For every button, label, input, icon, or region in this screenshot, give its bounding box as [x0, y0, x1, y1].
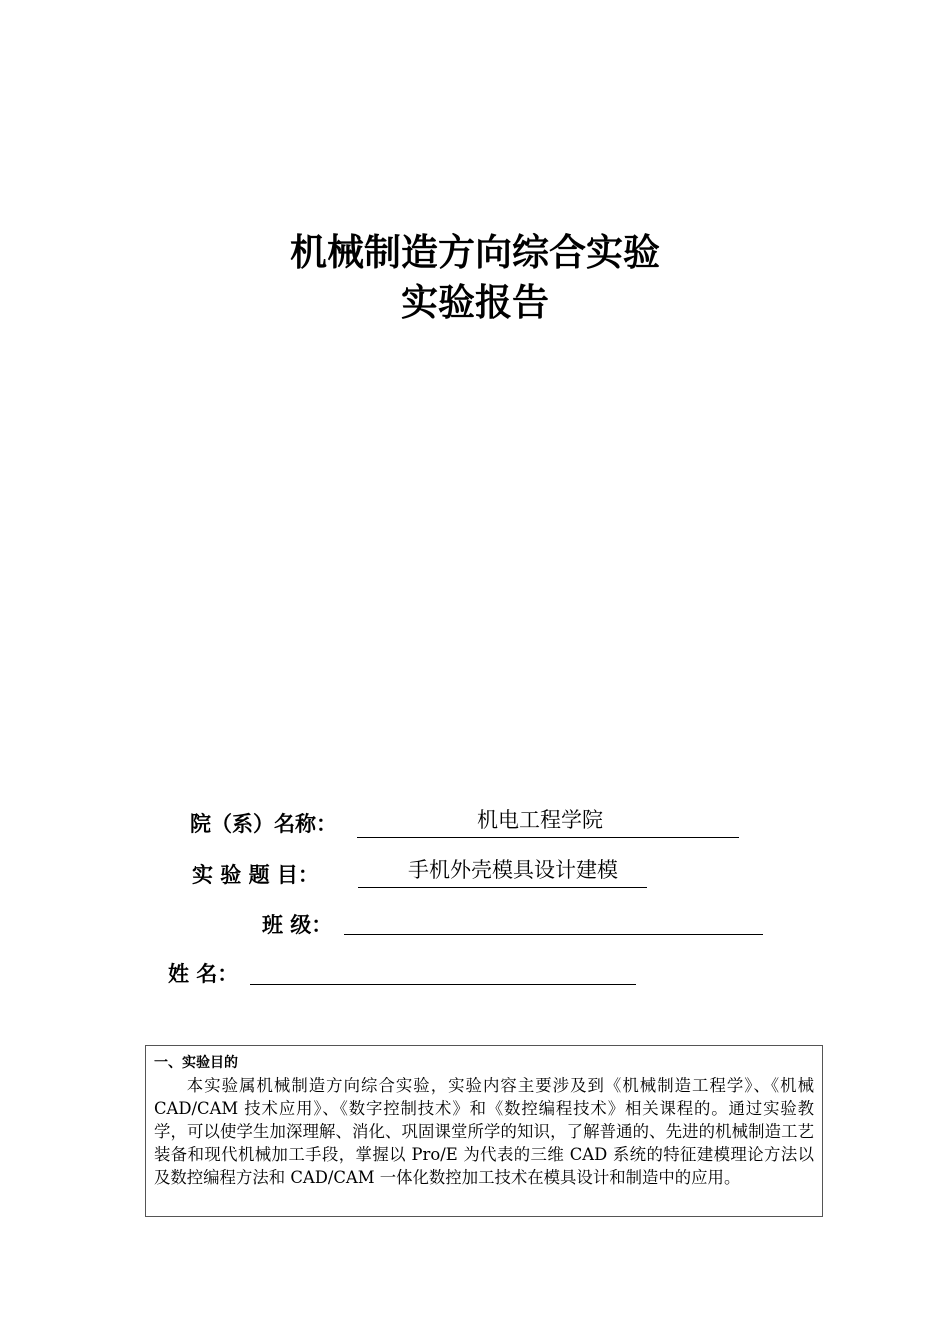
experiment-purpose-heading: 一、实验目的: [154, 1055, 238, 1071]
topic-value: 手机外壳模具设计建模: [408, 858, 618, 882]
department-line: [357, 803, 739, 838]
experiment-purpose-text: 本实验属机械制造方向综合实验，实验内容主要涉及到《机械制造工程学》、《机械 CAD/CAM 技术应用》、《数字控制技术》和《数控编程技术》相关课程的。通过实验教学，可以使学生加深理解、消化、巩固课堂所学的知识，了解普通的、先进的机械制造工艺装备和现代机械加工手段，掌握以 Pro/E 为代表的三维 CAD 系统的特征建模理论方法以及数控编程方法和 CAD/CAM 一体化数控加工技术在模具设计和制造中的应用。: [154, 1076, 814, 1187]
department-value: 机电工程学院: [477, 808, 603, 832]
report-title-line2: 实验报告: [401, 281, 549, 324]
topic-label: 实 验 题 目：: [192, 863, 319, 887]
experiment-purpose-box: [145, 1045, 823, 1217]
name-line: [250, 950, 636, 985]
topic-line: [358, 853, 647, 888]
report-title-line1: 机械制造方向综合实验: [290, 231, 660, 274]
class-line: [344, 900, 763, 935]
class-label: 班 级：: [262, 913, 333, 937]
department-label: 院（系）名称：: [190, 812, 337, 836]
name-label: 姓 名：: [168, 962, 239, 986]
